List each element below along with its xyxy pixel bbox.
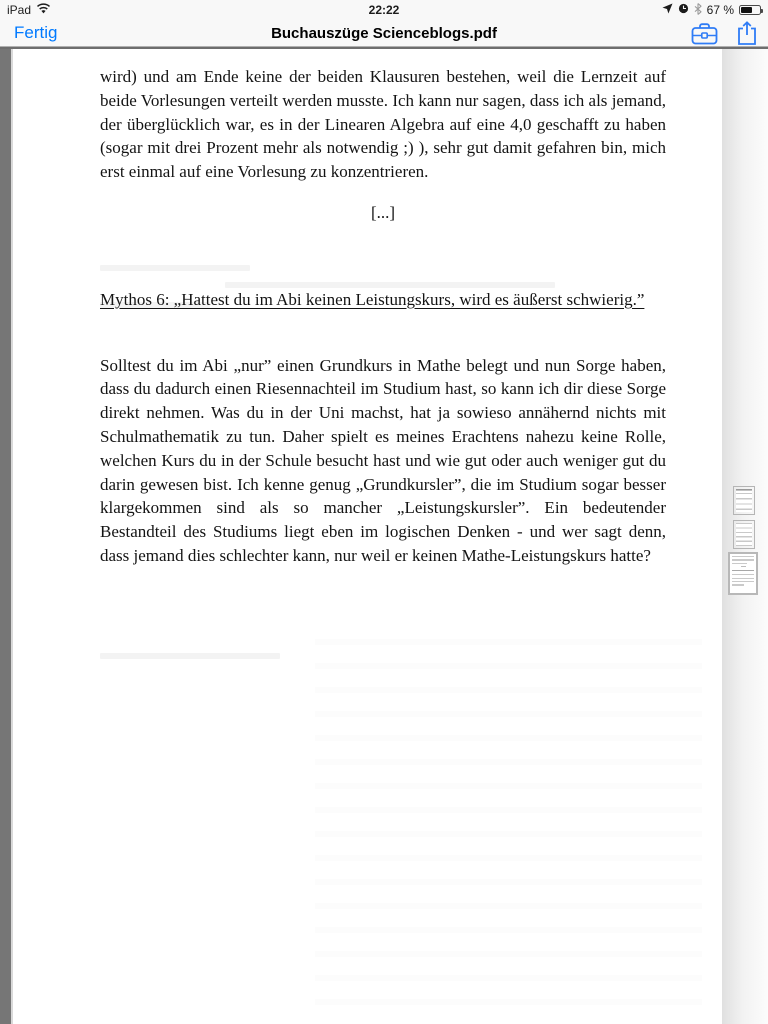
thumbnail-heading-line (732, 570, 754, 571)
share-button[interactable] (736, 21, 758, 46)
bleed-through-artifact (100, 302, 210, 308)
battery-percent-label: 67 % (706, 3, 734, 17)
device-label: iPad (7, 3, 32, 17)
thumbnail-text-line (732, 559, 754, 560)
thumbnail-text-line (732, 563, 747, 564)
page-left-gutter (0, 49, 13, 1024)
page-thumbnail-1[interactable] (733, 486, 755, 515)
bleed-through-artifact (225, 282, 555, 288)
thumbnail-text-line (732, 584, 744, 585)
bluetooth-icon (694, 3, 702, 18)
thumbnail-text-line (732, 581, 754, 582)
battery-fill (741, 7, 752, 13)
battery-tip (761, 9, 763, 13)
page-thumbnail-strip[interactable] (722, 49, 768, 1024)
thumbnail-text-line (732, 578, 754, 579)
status-bar (0, 0, 768, 20)
location-arrow-icon (662, 3, 673, 17)
page-thumbnail-2[interactable] (733, 520, 755, 549)
toolbox-button[interactable] (691, 22, 718, 45)
paragraph: Solltest du im Abi „nur” einen Grundkurs in Mathe belegt und nun Sorge haben, dass du dadurch einen Riesennachteil im Studium hast, so kann ich dir diese Sorge direkt nehmen. Was du in der Uni machst, hat ja sowieso annähernd nichts mit Schulmathematik zu tun. Daher spielt es meines Erachtens nahezu keine Rolle, welchen Kurs du in der Schule besucht hast und wie gut oder auch weniger gut du darin gewesen bist. Ich kenne genug „Grundkursler”, die im Studium sogar besser klargekommen sind als so mancher „Leistungskursler”. Ein bedeutender Bestandteil des Studiums liegt eben im logischen Denken - und wer sagt denn, dass jemand dies schlechter kann, nur weil er keinen Mathe-Leistungskurs hatte? (100, 355, 666, 565)
thumbnail-text-line (732, 556, 754, 557)
pdf-viewer-toolbar (0, 20, 768, 47)
pdf-page[interactable] (15, 49, 722, 1024)
thumbnail-text-line (732, 574, 754, 575)
page-text-block (100, 65, 666, 568)
thumbnail-ellipsis (741, 566, 746, 567)
bleed-through-texture (315, 639, 702, 1014)
section-heading: Mythos 6: „Hattest du im Abi keinen Leistungskurs, wird es äußerst schwierig.” (100, 289, 645, 309)
done-button[interactable]: Fertig (14, 23, 58, 42)
paragraph: wird) und am Ende keine der beiden Klausuren bestehen, weil die Lernzeit auf beide Vorlesungen verteilt werden musste. Ich kann nur sagen, dass ich als jemand, der überglücklich war, es in der Linearen Algebra auf eine 4,0 geschafft zu haben (sogar mit drei Prozent mehr als notwendig ;) ), sehr gut damit gefahren bin, mich erst einmal auf eine Vorlesung zu konzentrieren. (100, 67, 666, 182)
pdf-content-area (0, 47, 768, 1024)
bleed-through-artifact (100, 653, 280, 659)
ellipsis-separator: [...] (370, 202, 396, 222)
battery-icon (739, 5, 761, 15)
page-thumbnail-current[interactable] (728, 552, 758, 595)
bleed-through-artifact (100, 265, 250, 271)
status-time: 22:22 (368, 3, 400, 17)
document-title: Buchauszüge Scienceblogs.pdf (271, 24, 497, 42)
wifi-icon (36, 3, 51, 17)
alarm-icon (678, 3, 689, 17)
